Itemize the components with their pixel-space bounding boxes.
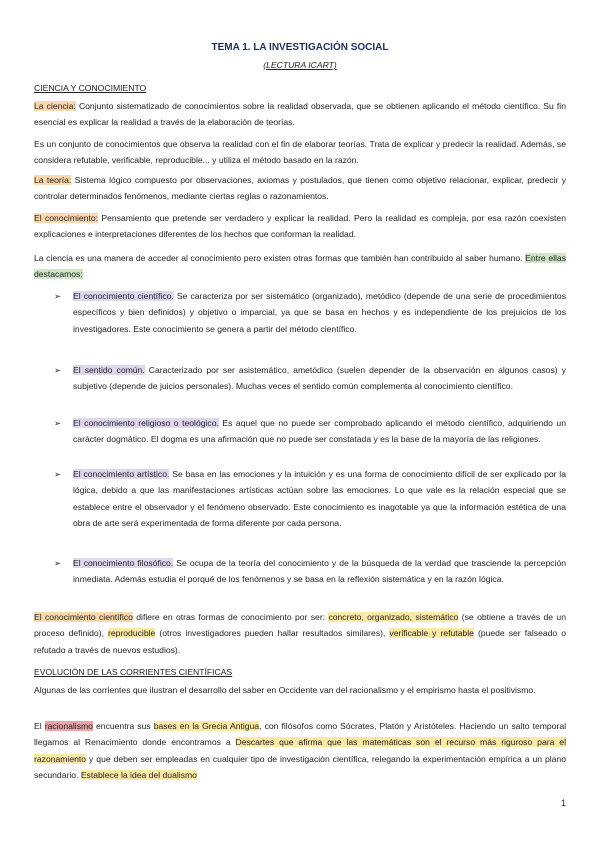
- text-span: y que deben ser empleadas en cualquier tipo de investigación científica, relegando la experimentación empírica a un plano secundario.: [34, 753, 566, 780]
- section-heading-evolucion: EVOLUCIÓN DE LAS CORRIENTES CIENTÍFICAS: [34, 667, 233, 677]
- paragraph-corrientes: Algunas de las corrientes que ilustran el desarrollo del saber en Occidente van del racionalismo y el empirismo hasta el positivismo.: [34, 685, 536, 695]
- bullet-text: [73, 466, 566, 531]
- section-heading-ciencia: CIENCIA Y CONOCIMIENTO: [34, 83, 147, 93]
- paragraph-text: Sistema lógico compuesto por observaciones, axiomas y postulados, que tienen como objetivo relacionar, explicar, predecir y controlar determinados fenómenos, mediante ciertas reglas o razonamientos.: [34, 175, 567, 202]
- paragraph-racionalismo: [34, 718, 566, 783]
- bullet-body: Se caracteriza por ser sistemático (organizado), metódico (depende de una serie de procedimientos específicos y bien definidos) y objetivo o imparcial, ya que se basa en hechos y es independiente de los prejuicios de los investigadores. Este conocimiento se genera a partir del método científico.: [73, 291, 566, 334]
- term-ciencia: La ciencia:: [34, 101, 76, 111]
- document-subtitle: (LECTURA ICART): [263, 60, 337, 70]
- term-artistico: El conocimiento artístico.: [73, 469, 170, 479]
- term-religioso: El conocimiento religioso o teológico.: [73, 418, 219, 428]
- bullet-body: Caracterizado por ser asistemático, ametódico (suelen depender de la observación en algunos casos) y subjetivo (depende de juicios personales). Muchas veces el sentido común complementa al conocimiento científico.: [73, 365, 566, 392]
- paragraph-conocimiento: [34, 210, 566, 243]
- bullet-body: Se basa en las emociones y la intuición y es una forma de conocimiento difícil de ser explicado por la lógica, debido a que las manifestaciones artísticas actúan sobre las emociones. Lo que vale es la relación especial que se establece entre el observador y el fenómeno observado. Este conocimiento es inagotable ya que la información estética de una obra de arte será experimentada de forma diferente por cada persona.: [73, 469, 566, 528]
- paragraph-ciencia: [34, 98, 566, 131]
- term-filosofico: El conocimiento filosófico.: [73, 558, 174, 568]
- paragraph-text: La ciencia es una manera de acceder al conocimiento pero existen otras formas que también han contribuido al saber humano.: [34, 253, 526, 263]
- text-span: (se obtiene a través de un proceso definido),: [34, 612, 566, 639]
- paragraph-teoria: [34, 172, 566, 205]
- highlight-reproducible: reproducible: [108, 628, 156, 639]
- document-title: TEMA 1. LA INVESTIGACIÓN SOCIAL: [211, 42, 389, 53]
- paragraph-formas: [34, 250, 566, 283]
- arrow-bullet-icon: ➢: [54, 558, 62, 568]
- term-sentido-comun: El sentido común.: [73, 365, 145, 375]
- paragraph-difiere: [34, 609, 566, 658]
- highlight-cientifico: El conocimiento científico: [34, 612, 133, 622]
- highlight-verificable: verificable y refutable: [389, 628, 474, 639]
- highlight-racionalismo: racionalismo: [44, 721, 93, 731]
- term-cientifico: El conocimiento científico.: [73, 291, 174, 301]
- bullet-body: Se ocupa de la teoría del conocimiento y de la búsqueda de la verdad que trasciende la percepción inmediata. Además estudia el porqué de los fenómenos y se basa en la reflexión sistemática y en la razón lógica.: [73, 558, 566, 585]
- highlight-concreto: concreto, organizado, sistemático: [328, 612, 459, 622]
- arrow-bullet-icon: ➢: [54, 469, 62, 479]
- arrow-bullet-icon: ➢: [54, 365, 62, 375]
- arrow-bullet-icon: ➢: [54, 291, 62, 301]
- paragraph-text: Conjunto sistematizado de conocimientos sobre la realidad observada, que se obtienen aplicando el método científico. Su fin esencial es explicar la realidad a través de la elaboración de teorías.: [34, 101, 566, 128]
- arrow-bullet-icon: ➢: [54, 418, 62, 428]
- highlight-dualismo: Establece la idea del dualismo: [80, 769, 197, 780]
- text-span: El: [34, 721, 45, 731]
- bullet-text: [73, 555, 566, 588]
- text-span: encuentra sus: [92, 721, 154, 731]
- text-span: , con filósofos como Sócrates, Platón y Aristóteles. Haciendo un salto temporal llegamos al Renacimiento donde encontramos a: [34, 721, 567, 748]
- term-conocimiento: El conocimiento:: [34, 213, 98, 223]
- highlight-destacamos: Entre ellas destacamos:: [34, 253, 566, 280]
- paragraph-conjunto: Es un conjunto de conocimientos que observa la realidad con el fin de elaborar teorías. Trata de explicar y predecir la realidad. Además, se considera refutable, verificable, reproducible... y utiliza el método basado en la razón.: [34, 139, 566, 166]
- text-span: (puede ser falseado o refutado a través de nuevos estudios).: [34, 628, 566, 655]
- highlight-grecia: bases en la Grecia Antigua: [153, 721, 260, 731]
- paragraph-text: Pensamiento que pretende ser verdadero y explicar la realidad. Pero la realidad es compleja, por esa razón coexisten explicaciones e interpretaciones diferentes de los hechos que conforman la realidad.: [34, 213, 566, 240]
- text-span: (otros investigadores pueden hallar resultados similares),: [155, 628, 390, 639]
- term-teoria: La teoría:: [34, 175, 72, 185]
- bullet-body: Es aquel que no puede ser comprobado aplicando el método científico, adquiriendo un carácter dogmático. El dogma es una afirmación que no puede ser constatada y es la base de la mayoría de las religiones.: [73, 418, 566, 445]
- bullet-text: [73, 415, 566, 448]
- text-span: difiere en otras formas de conocimiento por ser:: [132, 612, 329, 622]
- highlight-descartes: Descartes que afirma que las matemáticas son el recurso más riguroso para el razonamiento: [34, 737, 566, 764]
- bullet-text: [73, 288, 566, 337]
- bullet-text: [73, 362, 566, 395]
- page-number: 1: [560, 798, 566, 808]
